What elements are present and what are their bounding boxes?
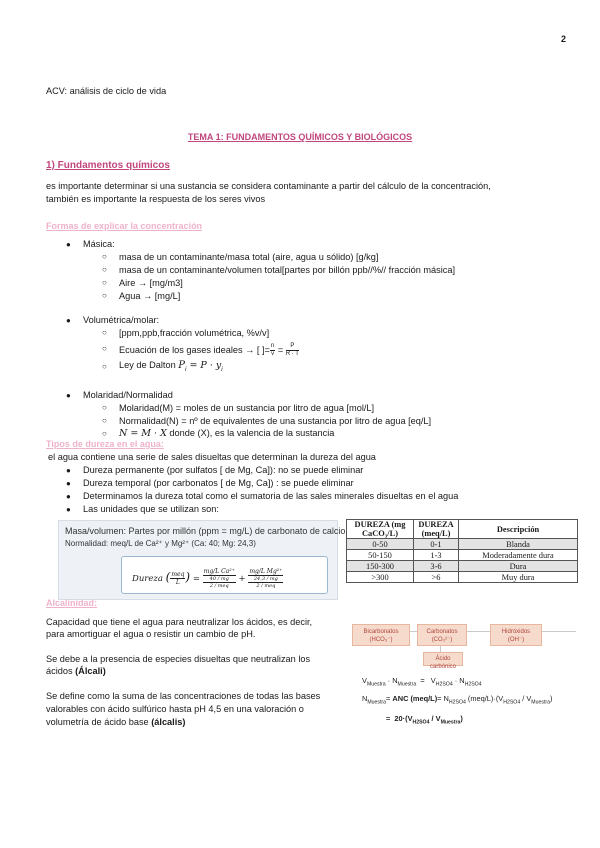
bullet-icon: ● <box>66 505 71 514</box>
equation-2: $N_{Muestra}=$ ANC $(meq/L)= N_{H2SO4}$ $(meq/L)\cdot(V_{H2SO4} / V_{Muestra})$ <box>362 694 553 706</box>
page-title: TEMA 1: FUNDAMENTOS QUÍMICOS Y BIOLÓGICOS <box>187 132 413 142</box>
dureza-bullet: Dureza permanente (por sulfatos [ de Mg, Ca]): no se puede eliminar <box>83 465 364 475</box>
heading-formas: Formas de explicar la concentración <box>46 221 203 231</box>
alcalinidad-text: Capacidad que tiene el agua para neutralizar los ácidos, es decir, <box>46 617 313 627</box>
table-row: >300 >6 Muy dura <box>347 572 578 583</box>
molaridad-label: Molaridad/Normalidad <box>83 390 173 400</box>
table-header: Descripción <box>459 520 578 539</box>
masica-item: Aire → [mg/m3] <box>119 278 183 288</box>
circle-bullet-icon: ○ <box>102 252 107 261</box>
alcalinidad-text: valorables con ácido sulfúrico hasta pH 4,5 en una valoración o <box>46 704 304 714</box>
box-bicarbonatos: Bicarbonatos (HCO₃⁻) <box>352 624 410 646</box>
heading-alcalinidad: Alcalinidad: <box>46 598 98 608</box>
alcalinidad-text: volumetría de ácido base (álcalis) <box>46 717 186 727</box>
circle-bullet-icon: ○ <box>102 344 107 353</box>
section-heading-fundamentos: 1) Fundamentos químicos <box>46 160 170 171</box>
alcalinidad-text: Se debe a la presencia de especies disueltas que neutralizan los <box>46 654 311 664</box>
molaridad-item-1: Molaridad(M) = moles de un sustancia por litro de agua [mol/L] <box>119 403 375 413</box>
bullet-icon: ● <box>66 466 71 475</box>
volumetrica-item-1: [ppm,ppb,fracción volumétrica, %v/v] <box>119 328 270 338</box>
circle-bullet-icon: ○ <box>102 278 107 287</box>
circle-bullet-icon: ○ <box>102 403 107 412</box>
fraction-p-rt: $\frac{P}{R \cdot T}$ <box>285 343 299 357</box>
dureza-intro: el agua contiene una serie de sales disueltas que determinan la dureza del agua <box>48 452 376 462</box>
circle-bullet-icon: ○ <box>102 328 107 337</box>
intro-line-2: también es importante la respuesta de los seres vivos <box>46 194 266 204</box>
circle-bullet-icon: ○ <box>102 416 107 425</box>
fraction-n-v: $\frac{n}{v}$ <box>270 343 275 357</box>
dureza-formula: Dureza ( $\frac{\text{meq}}{L}$ ) = mg/L Ca²⁺ 40 / mg 2 / meq + mg/L Mg²⁺ 24,3 / mg 2 / meq <box>121 556 328 594</box>
alcalinidad-text: Se define como la suma de las concentraciones de todas las bases <box>46 691 321 701</box>
dureza-table <box>346 519 578 583</box>
molaridad-item-3: N = M · X donde (X), es la valencia de la sustancia <box>119 428 335 439</box>
diagram-connector <box>386 631 576 632</box>
box-acido-carbonico: Ácido carbónico <box>423 652 463 666</box>
volumetrica-item-3: Ley de Dalton $P_i = P \cdot y_i$ <box>119 360 223 373</box>
table-row: 150-300 3-6 Dura <box>347 561 578 572</box>
circle-bullet-icon: ○ <box>102 362 107 371</box>
masica-item: masa de un contaminante/volumen total[partes por billón ppb//%// fracción másica] <box>119 265 456 275</box>
units-line-1: Masa/volumen: Partes por millón (ppm = mg/L) de carbonato de calcio <box>65 526 346 536</box>
equation-1: $V_{Muestra} \cdot N_{Muestra} = V_{H2SO4} \cdot N_{H2SO4}$ <box>362 676 482 688</box>
units-line-2: Normalidad: meq/L de Ca²⁺ y Mg²⁺ (Ca: 40; Mg: 24,3) <box>65 539 256 548</box>
table-header: DUREZA (mg CaCO₃/L) <box>347 520 414 539</box>
alcalinidad-text: para amortiguar el agua o resistir un cambio de pH. <box>46 629 256 639</box>
bullet-icon: ● <box>66 479 71 488</box>
bullet-icon: ● <box>66 316 71 325</box>
table-row: 50-150 1-3 Moderadamente dura <box>347 550 578 561</box>
masica-label: Másica: <box>83 239 115 249</box>
volumetrica-item-2: Ecuación de los gases ideales → [ ]= $\frac{n}{v}$ = $\frac{P}{R \cdot T}$ <box>119 343 299 357</box>
heading-dureza: Tipos de dureza en el agua: <box>46 439 164 449</box>
bullet-icon: ● <box>66 492 71 501</box>
masica-item: Agua → [mg/L] <box>119 291 181 301</box>
dureza-bullet: Las unidades que se utilizan son: <box>83 504 219 514</box>
dureza-bullet: Dureza temporal (por carbonatos [ de Mg, Ca]) : se puede eliminar <box>83 478 354 488</box>
circle-bullet-icon: ○ <box>102 429 107 438</box>
volumetrica-label: Volumétrica/molar: <box>83 315 160 325</box>
box-carbonatos: Carbonatos (CO₃²⁻) <box>417 624 467 646</box>
table-header-row <box>347 520 578 539</box>
page-number: 2 <box>560 34 566 44</box>
units-box <box>58 520 346 600</box>
equation-3: = $20\cdot(V_{H2SO4} / V_{Muestra})$ <box>386 714 463 726</box>
bullet-icon: ● <box>66 240 71 249</box>
molaridad-item-2: Normalidad(N) = nº de equivalentes de una sustancia por litro de agua [eq/L] <box>119 416 432 426</box>
intro-line-1: es importante determinar si una sustancia se considera contaminante a partir del cálculo de la concentración, <box>46 181 491 191</box>
bullet-icon: ● <box>66 391 71 400</box>
alcalinidad-text: ácidos (Álcali) <box>46 666 106 676</box>
dureza-bullet: Determinamos la dureza total como el sumatoria de las sales minerales disueltas en el agua <box>83 491 459 501</box>
circle-bullet-icon: ○ <box>102 265 107 274</box>
table-header: DUREZA (meq/L) <box>414 520 459 539</box>
acv-note: ACV: análisis de ciclo de vida <box>46 86 167 96</box>
circle-bullet-icon: ○ <box>102 291 107 300</box>
table-row: 0-50 0-1 Blanda <box>347 539 578 550</box>
masica-item: masa de un contaminante/masa total (aire, agua u sólido) [g/kg] <box>119 252 379 262</box>
box-hidroxidos: Hidróxidos (OH⁻) <box>490 624 542 646</box>
